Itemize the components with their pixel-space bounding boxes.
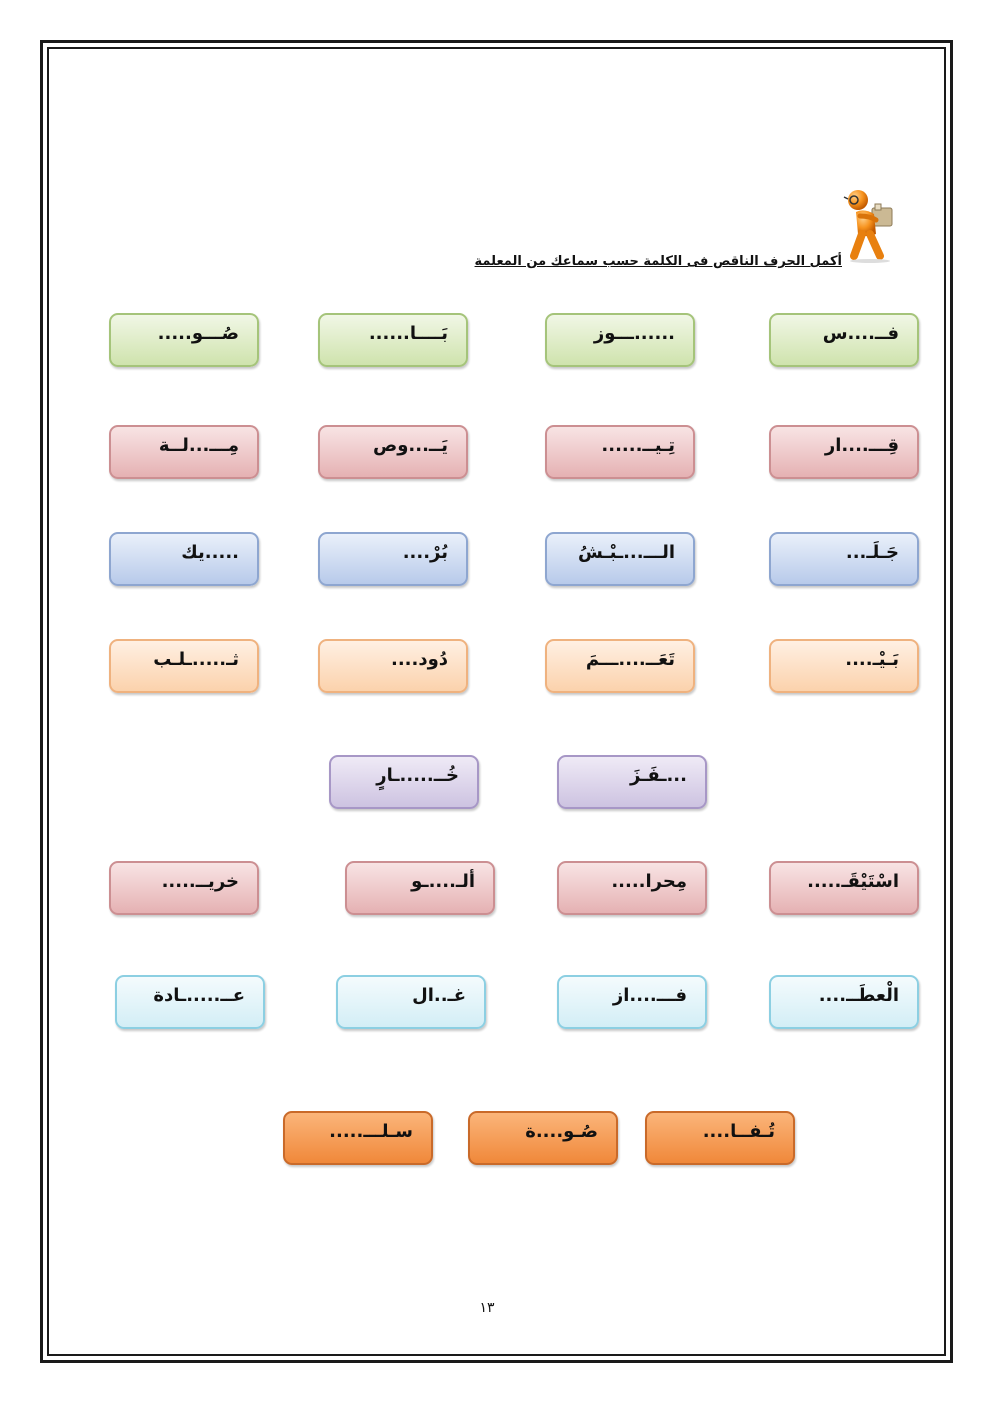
word-box: بَـيْـ.... [769,639,919,693]
word-box: مِـــ...لــة [109,425,259,479]
word-box: تُـفــا.... [645,1111,795,1165]
word-box: .....يك [109,532,259,586]
word-box: ألـ....ـو [345,861,495,915]
word-box: قِـــ....ار [769,425,919,479]
word-box: جَـلَـ... [769,532,919,586]
word-box: صُـو....ة [468,1111,618,1165]
word-box: بُرْ.... [318,532,468,586]
word-box: صُـــو..... [109,313,259,367]
orange-figure-carrying-box-icon [842,186,898,264]
word-box: تَعَــ....ـــمَ [545,639,695,693]
word-box: عــ.....ـادة [115,975,265,1029]
word-box: فـــ....از [557,975,707,1029]
word-box: اسْتَيْقَـ..... [769,861,919,915]
word-box: دُود.... [318,639,468,693]
word-box: تِـيــ...... [545,425,695,479]
exercise-instruction: أكمل الحرف الناقص فى الكلمة حسب سماعك من المعلمة [474,254,842,269]
word-box: يَــ...وص [318,425,468,479]
page-number: ١٣ [479,1300,495,1316]
word-box: الـــ...ـبْـشُ [545,532,695,586]
word-box: فــ....س [769,313,919,367]
word-box: مِحرا..... [557,861,707,915]
word-box: خريــ..... [109,861,259,915]
word-box: الْعطَــ.... [769,975,919,1029]
word-box: ...ـفَـزَ [557,755,707,809]
word-box: بَــــا...... [318,313,468,367]
word-box: ثـ.....ـلـب [109,639,259,693]
word-box: سـلـــ..... [283,1111,433,1165]
word-box: ......ـــوز [545,313,695,367]
word-box: خُــ.....ـارٍ [329,755,479,809]
word-box: غـ..ال [336,975,486,1029]
